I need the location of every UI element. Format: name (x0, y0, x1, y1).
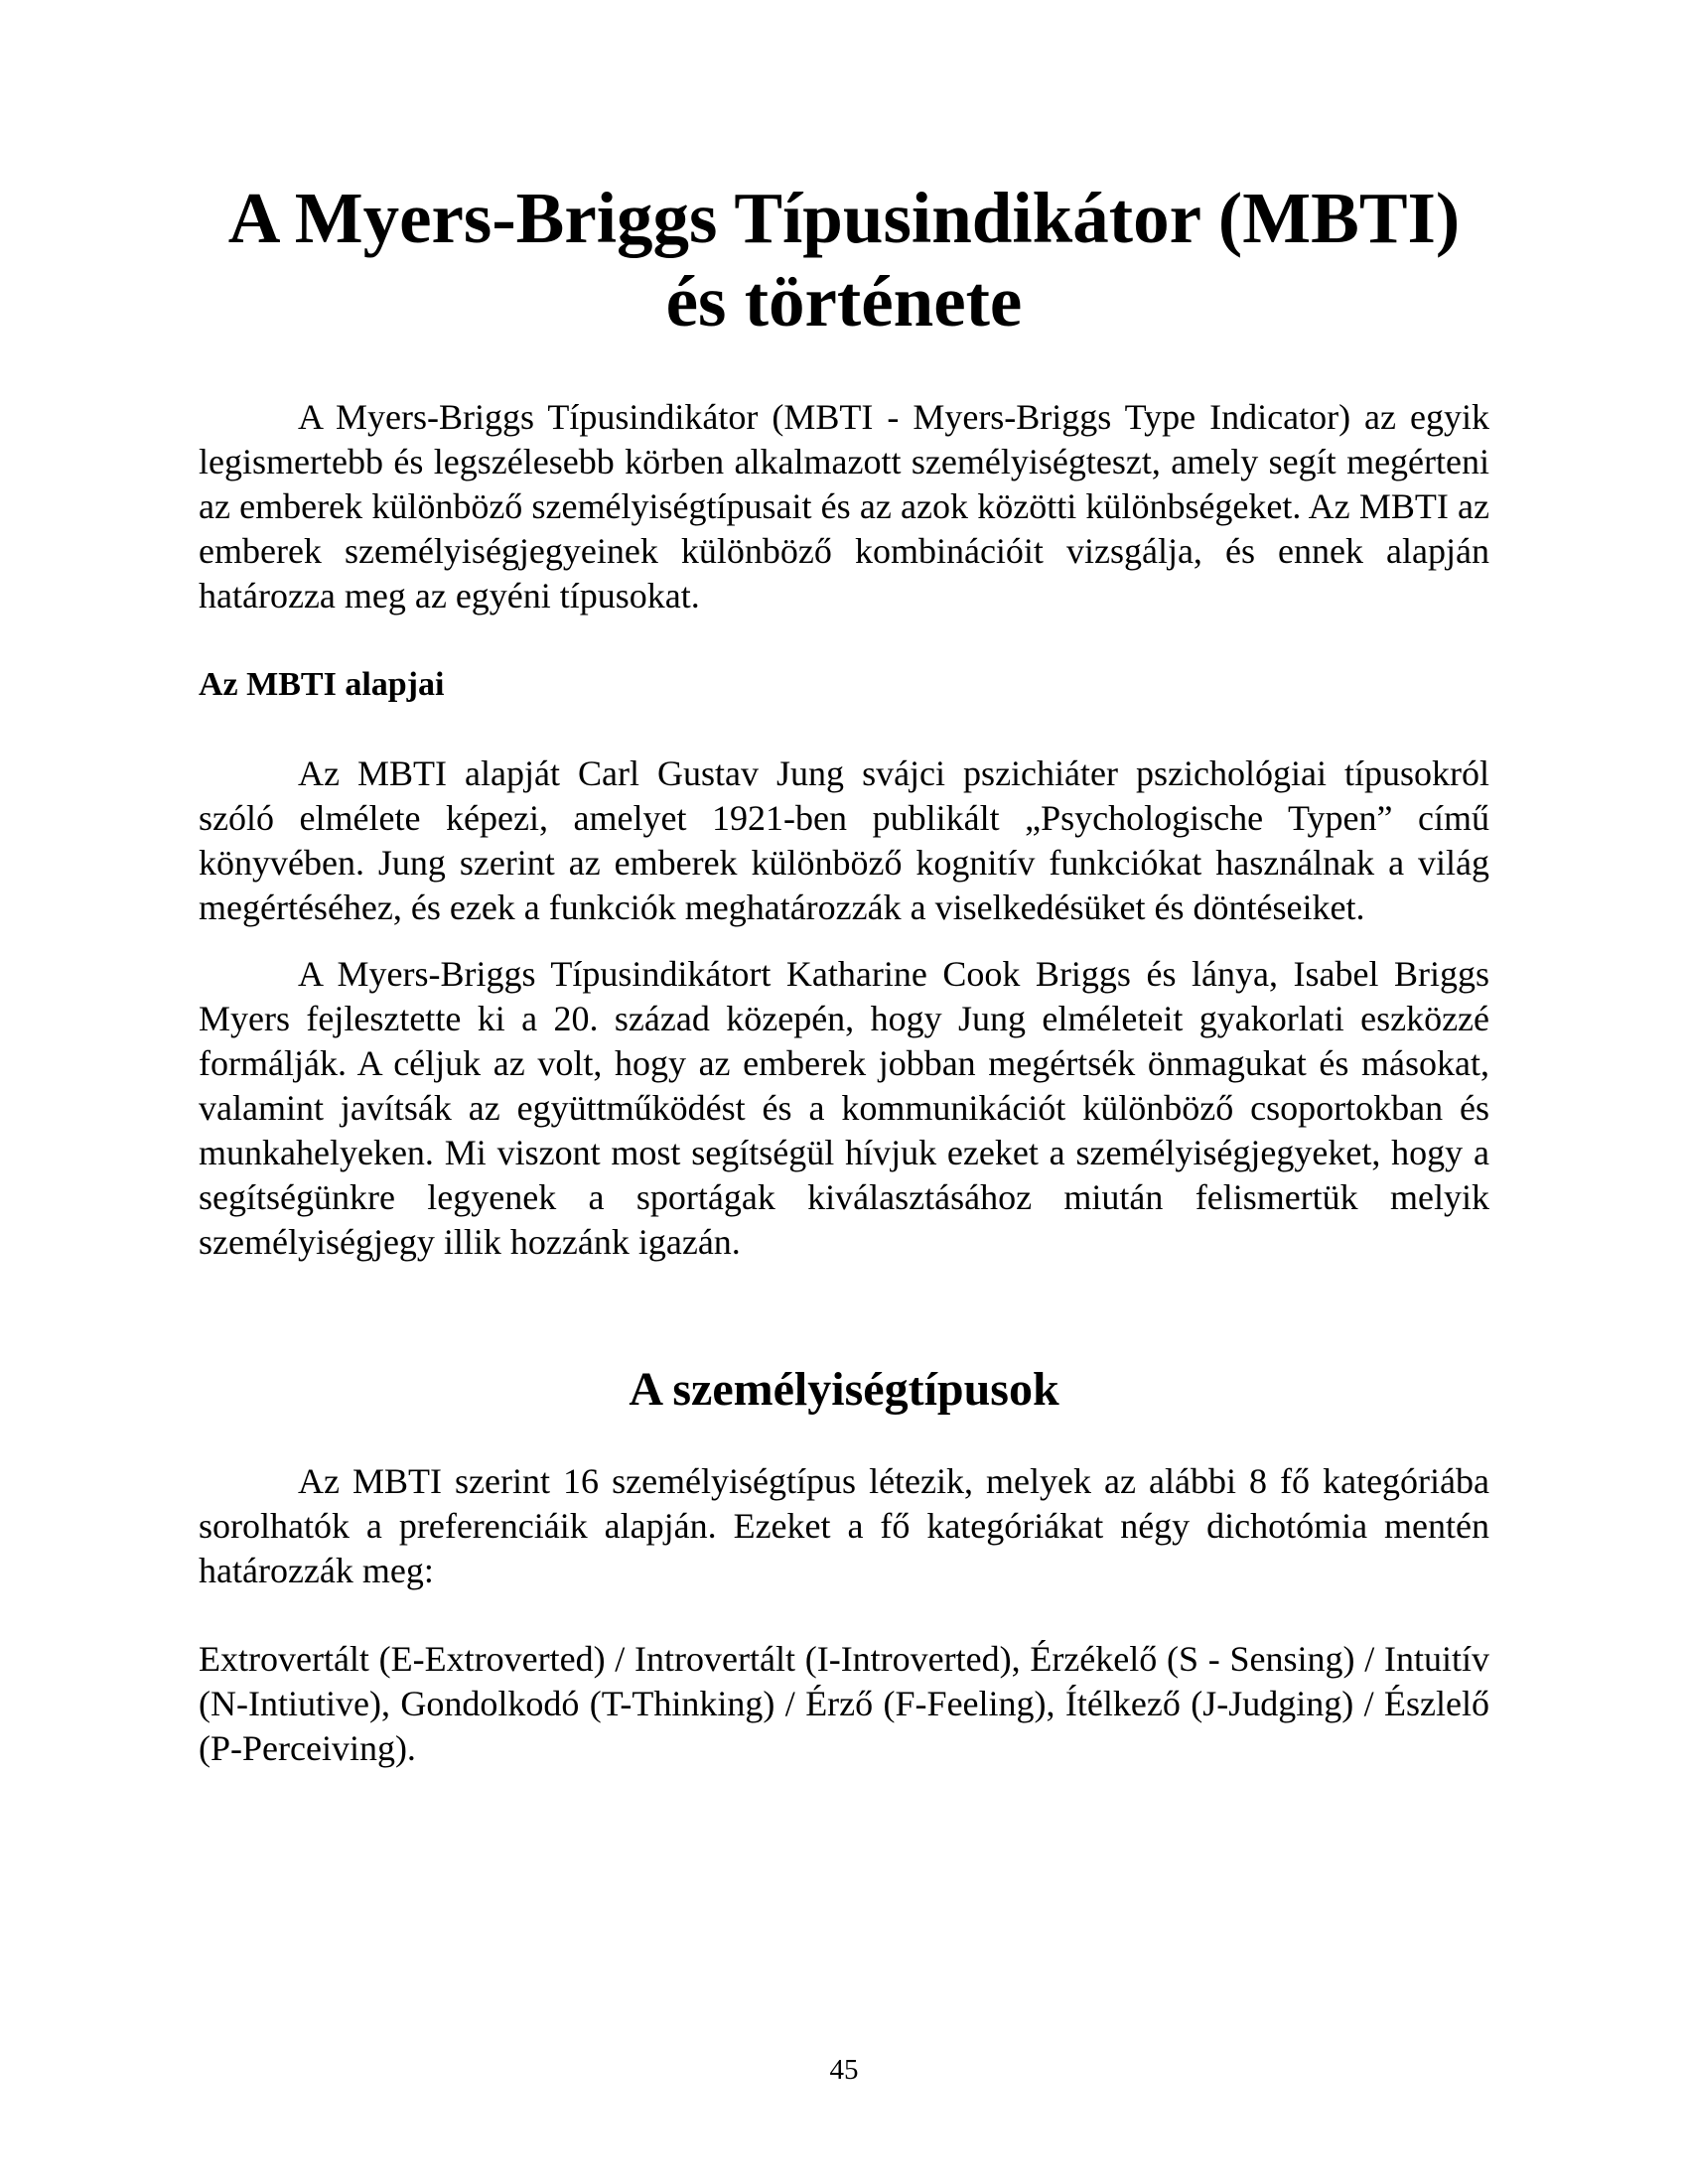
page-title-line-1: A Myers-Briggs Típusindikátor (MBTI) (227, 178, 1461, 258)
jung-paragraph: Az MBTI alapját Carl Gustav Jung svájci pszichiáter pszichológiai típusokról szóló elmélete képezi, amelyet 1921-ben publikált „Psychologische Typen” című könyvében. Jung szerint az emberek különböző kognitív funkciókat használnak a világ megértéséhez, és ezek a funkciók meghatározzák a viselkedésüket és döntéseiket. (199, 753, 1489, 927)
page-content (199, 177, 1489, 1771)
page-title-line-2: és története (665, 261, 1023, 341)
intro-paragraph: A Myers-Briggs Típusindikátor (MBTI - Myers-Briggs Type Indicator) az egyik legismertebb és legszélesebb körben alkalmazott személyiségteszt, amely segít megérteni az emberek különböző személyiségtípusait és az azok közötti különbségeket. Az MBTI az emberek személyiségjegyeinek különböző kombinációit vizsgálja, és ennek alapján határozza meg az egyéni típusokat. (199, 397, 1489, 615)
types-paragraph: Az MBTI szerint 16 személyiségtípus létezik, melyek az alábbi 8 fő kategóriába sorolhatók a preferenciáik alapján. Ezeket a fő kategóriákat négy dichotómia mentén határozzák meg: (199, 1461, 1489, 1590)
page-title (199, 177, 1489, 343)
page-number: 45 (829, 2054, 859, 2086)
briggs-paragraph: A Myers-Briggs Típusindikátort Katharine Cook Briggs és lánya, Isabel Briggs Myers fejlesztette ki a 20. század közepén, hogy Jung elméleteit gyakorlati eszközzé formálják. A céljuk az volt, hogy az emberek jobban megértsék önmagukat és másokat, valamint javítsák az együttműködést és a kommunikációt különböző csoportokban és munkahelyeken. Mi viszont most segítségül hívjuk ezeket a személyiségjegyeket, hogy a segítségünkre legyenek a sportágak kiválasztásához miután felismertük melyik személyiségjegy illik hozzánk igazán. (199, 954, 1489, 1262)
section-heading-personality-types: A személyiségtípusok (629, 1363, 1059, 1416)
dichotomies-paragraph: Extrovertált (E-Extroverted) / Introvertált (I-Introverted), Érzékelő (S - Sensing) / Intuitív (N-Intiutive), Gondolkodó (T-Thinking) / Érző (F-Feeling), Ítélkező (J-Judging) / Észlelő (P-Perceiving). (199, 1639, 1489, 1768)
subheading-mbti-basics: Az MBTI alapjai (199, 666, 445, 703)
